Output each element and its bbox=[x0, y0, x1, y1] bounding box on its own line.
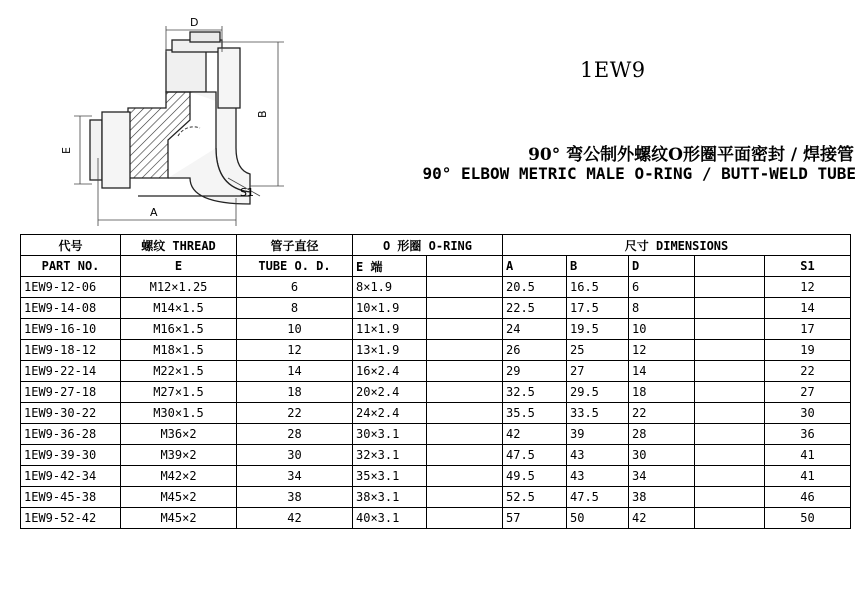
table-row bbox=[21, 508, 851, 529]
cell-blank bbox=[695, 487, 765, 508]
cell-d: 42 bbox=[629, 508, 695, 529]
cell-oring: 32×3.1 bbox=[353, 445, 427, 466]
header-blank bbox=[695, 256, 765, 277]
cell-blank bbox=[427, 382, 503, 403]
cell-blank bbox=[427, 487, 503, 508]
cell-b: 16.5 bbox=[567, 277, 629, 298]
table-row bbox=[21, 382, 851, 403]
cell-part-no: 1EW9-12-06 bbox=[21, 277, 121, 298]
header-e: E bbox=[121, 256, 237, 277]
header-part-no: PART NO. bbox=[21, 256, 121, 277]
subtitle-chinese: 90° 弯公制外螺纹O形圈平面密封 / 焊接管 bbox=[528, 145, 854, 165]
table-row bbox=[21, 424, 851, 445]
cell-blank bbox=[695, 508, 765, 529]
header-thread: 螺纹 THREAD bbox=[121, 235, 237, 256]
table-header-row-2 bbox=[21, 256, 851, 277]
cell-a: 32.5 bbox=[503, 382, 567, 403]
cell-s1: 17 bbox=[765, 319, 851, 340]
cell-thread: M45×2 bbox=[121, 487, 237, 508]
cell-thread: M12×1.25 bbox=[121, 277, 237, 298]
dim-label-s1: S1 bbox=[240, 186, 254, 199]
cell-s1: 22 bbox=[765, 361, 851, 382]
dim-label-d: D bbox=[190, 16, 199, 29]
cell-tube-od: 18 bbox=[237, 382, 353, 403]
cell-oring: 11×1.9 bbox=[353, 319, 427, 340]
cell-b: 27 bbox=[567, 361, 629, 382]
cell-d: 6 bbox=[629, 277, 695, 298]
cell-blank bbox=[695, 340, 765, 361]
table-body bbox=[21, 277, 851, 529]
table-header-row-1 bbox=[21, 235, 851, 256]
cell-b: 33.5 bbox=[567, 403, 629, 424]
cell-oring: 13×1.9 bbox=[353, 340, 427, 361]
cell-part-no: 1EW9-27-18 bbox=[21, 382, 121, 403]
table-row bbox=[21, 487, 851, 508]
cell-thread: M30×1.5 bbox=[121, 403, 237, 424]
cell-d: 30 bbox=[629, 445, 695, 466]
cell-s1: 30 bbox=[765, 403, 851, 424]
cell-thread: M36×2 bbox=[121, 424, 237, 445]
cell-oring: 10×1.9 bbox=[353, 298, 427, 319]
cell-tube-od: 38 bbox=[237, 487, 353, 508]
cell-b: 19.5 bbox=[567, 319, 629, 340]
dimensions-table bbox=[20, 234, 851, 529]
cell-part-no: 1EW9-39-30 bbox=[21, 445, 121, 466]
cell-tube-od: 14 bbox=[237, 361, 353, 382]
cell-oring: 38×3.1 bbox=[353, 487, 427, 508]
cell-b: 43 bbox=[567, 445, 629, 466]
cell-blank bbox=[427, 424, 503, 445]
cell-blank bbox=[427, 319, 503, 340]
cell-d: 34 bbox=[629, 466, 695, 487]
cell-part-no: 1EW9-30-22 bbox=[21, 403, 121, 424]
cell-a: 24 bbox=[503, 319, 567, 340]
table-row bbox=[21, 298, 851, 319]
cell-part-no: 1EW9-52-42 bbox=[21, 508, 121, 529]
cell-d: 14 bbox=[629, 361, 695, 382]
cell-a: 20.5 bbox=[503, 277, 567, 298]
cell-thread: M42×2 bbox=[121, 466, 237, 487]
table-row bbox=[21, 466, 851, 487]
table-row bbox=[21, 361, 851, 382]
header-tube: 管子直径 bbox=[237, 235, 353, 256]
cell-b: 17.5 bbox=[567, 298, 629, 319]
cell-b: 29.5 bbox=[567, 382, 629, 403]
cell-blank bbox=[695, 424, 765, 445]
cell-d: 28 bbox=[629, 424, 695, 445]
cell-thread: M27×1.5 bbox=[121, 382, 237, 403]
cell-thread: M16×1.5 bbox=[121, 319, 237, 340]
cell-a: 47.5 bbox=[503, 445, 567, 466]
elbow-fitting-drawing bbox=[40, 8, 320, 236]
cell-part-no: 1EW9-14-08 bbox=[21, 298, 121, 319]
cell-b: 50 bbox=[567, 508, 629, 529]
table-row bbox=[21, 340, 851, 361]
cell-blank bbox=[695, 403, 765, 424]
cell-d: 38 bbox=[629, 487, 695, 508]
cell-s1: 19 bbox=[765, 340, 851, 361]
cell-s1: 14 bbox=[765, 298, 851, 319]
cell-a: 49.5 bbox=[503, 466, 567, 487]
cell-a: 52.5 bbox=[503, 487, 567, 508]
cell-thread: M39×2 bbox=[121, 445, 237, 466]
cell-blank bbox=[427, 277, 503, 298]
header-a: A bbox=[503, 256, 567, 277]
cell-tube-od: 10 bbox=[237, 319, 353, 340]
cell-tube-od: 22 bbox=[237, 403, 353, 424]
cell-b: 25 bbox=[567, 340, 629, 361]
cell-part-no: 1EW9-22-14 bbox=[21, 361, 121, 382]
cell-thread: M18×1.5 bbox=[121, 340, 237, 361]
cell-oring: 40×3.1 bbox=[353, 508, 427, 529]
cell-tube-od: 12 bbox=[237, 340, 353, 361]
cell-part-no: 1EW9-36-28 bbox=[21, 424, 121, 445]
dim-label-b: B bbox=[256, 110, 269, 118]
table-row bbox=[21, 403, 851, 424]
cell-oring: 16×2.4 bbox=[353, 361, 427, 382]
cell-oring: 20×2.4 bbox=[353, 382, 427, 403]
cell-blank bbox=[695, 382, 765, 403]
cell-blank bbox=[695, 361, 765, 382]
cell-blank bbox=[695, 466, 765, 487]
header-b: B bbox=[567, 256, 629, 277]
cell-blank bbox=[427, 466, 503, 487]
cell-d: 12 bbox=[629, 340, 695, 361]
table-row bbox=[21, 319, 851, 340]
cell-blank bbox=[695, 445, 765, 466]
cell-tube-od: 42 bbox=[237, 508, 353, 529]
header-e-end: E 端 bbox=[353, 256, 427, 277]
cell-oring: 24×2.4 bbox=[353, 403, 427, 424]
cell-blank bbox=[427, 298, 503, 319]
cell-oring: 8×1.9 bbox=[353, 277, 427, 298]
cell-blank bbox=[427, 445, 503, 466]
cell-part-no: 1EW9-42-34 bbox=[21, 466, 121, 487]
cell-b: 47.5 bbox=[567, 487, 629, 508]
cell-b: 43 bbox=[567, 466, 629, 487]
table-row bbox=[21, 277, 851, 298]
cell-s1: 27 bbox=[765, 382, 851, 403]
cell-s1: 36 bbox=[765, 424, 851, 445]
cell-a: 22.5 bbox=[503, 298, 567, 319]
cell-thread: M22×1.5 bbox=[121, 361, 237, 382]
cell-blank bbox=[427, 508, 503, 529]
cell-tube-od: 28 bbox=[237, 424, 353, 445]
table-row bbox=[21, 445, 851, 466]
cell-part-no: 1EW9-16-10 bbox=[21, 319, 121, 340]
cell-d: 8 bbox=[629, 298, 695, 319]
cell-blank bbox=[427, 361, 503, 382]
cell-part-no: 1EW9-45-38 bbox=[21, 487, 121, 508]
cell-d: 18 bbox=[629, 382, 695, 403]
cell-d: 22 bbox=[629, 403, 695, 424]
cell-a: 35.5 bbox=[503, 403, 567, 424]
product-code-title: 1EW9 bbox=[580, 58, 646, 82]
cell-a: 26 bbox=[503, 340, 567, 361]
cell-tube-od: 6 bbox=[237, 277, 353, 298]
cell-a: 57 bbox=[503, 508, 567, 529]
cell-tube-od: 8 bbox=[237, 298, 353, 319]
subtitle-english: 90° ELBOW METRIC MALE O-RING / BUTT-WELD TUBE bbox=[422, 164, 856, 183]
header-s1: S1 bbox=[765, 256, 851, 277]
cell-oring: 35×3.1 bbox=[353, 466, 427, 487]
header-dimensions: 尺寸 DIMENSIONS bbox=[503, 235, 851, 256]
cell-blank bbox=[695, 277, 765, 298]
cell-blank bbox=[695, 298, 765, 319]
cell-a: 42 bbox=[503, 424, 567, 445]
cell-thread: M14×1.5 bbox=[121, 298, 237, 319]
cell-s1: 12 bbox=[765, 277, 851, 298]
cell-tube-od: 30 bbox=[237, 445, 353, 466]
cell-s1: 46 bbox=[765, 487, 851, 508]
dim-label-a: A bbox=[150, 206, 158, 219]
cell-d: 10 bbox=[629, 319, 695, 340]
cell-s1: 41 bbox=[765, 445, 851, 466]
cell-oring: 30×3.1 bbox=[353, 424, 427, 445]
header-oring: O 形圈 O-RING bbox=[353, 235, 503, 256]
header-d: D bbox=[629, 256, 695, 277]
dim-label-e: E bbox=[60, 147, 73, 154]
cell-blank bbox=[427, 340, 503, 361]
cell-a: 29 bbox=[503, 361, 567, 382]
header-code: 代号 bbox=[21, 235, 121, 256]
header-tube-od: TUBE O. D. bbox=[237, 256, 353, 277]
cell-b: 39 bbox=[567, 424, 629, 445]
cell-part-no: 1EW9-18-12 bbox=[21, 340, 121, 361]
cell-tube-od: 34 bbox=[237, 466, 353, 487]
cell-s1: 41 bbox=[765, 466, 851, 487]
cell-blank bbox=[427, 403, 503, 424]
cell-s1: 50 bbox=[765, 508, 851, 529]
cell-blank bbox=[695, 319, 765, 340]
cell-thread: M45×2 bbox=[121, 508, 237, 529]
header-blank bbox=[427, 256, 503, 277]
